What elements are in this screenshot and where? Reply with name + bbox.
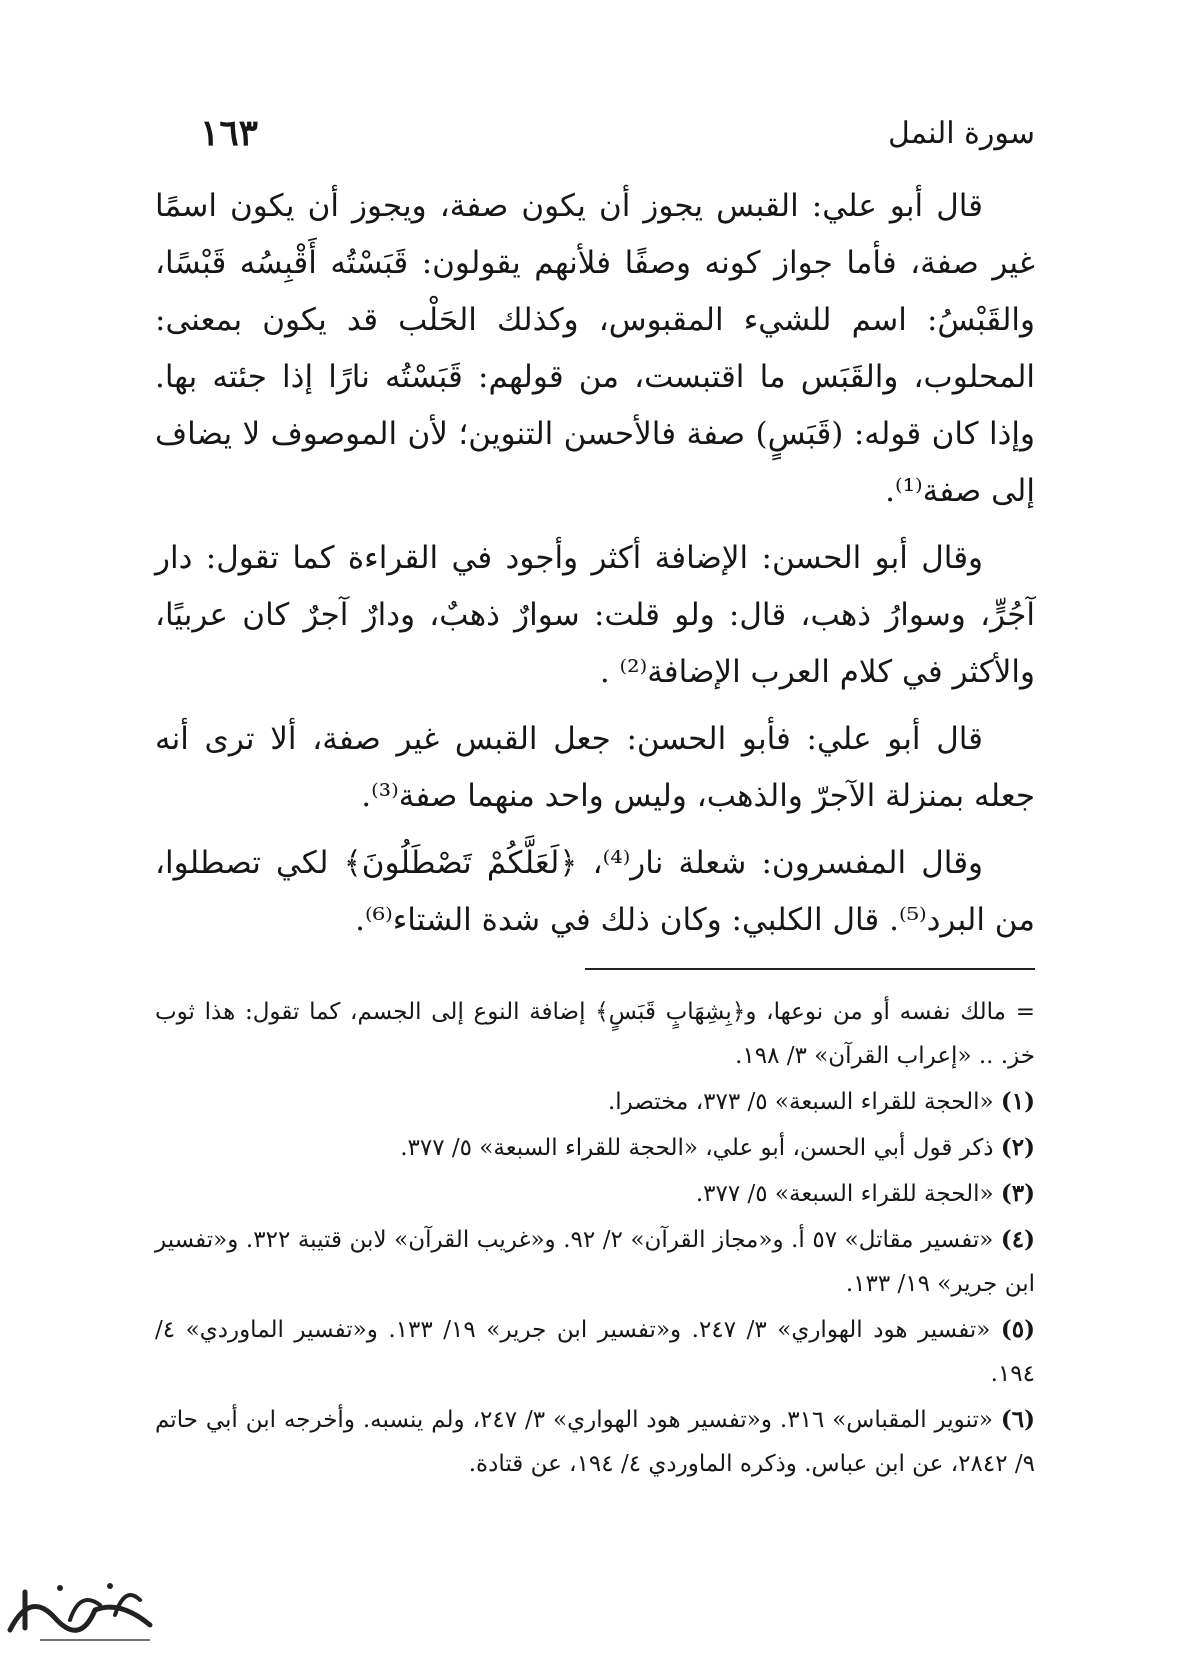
footnote-divider (585, 968, 1035, 970)
watermark-logo (0, 1570, 170, 1650)
footnote-text: «تفسير مقاتل» ٥٧ أ. و«مجاز القرآن» ٢/ ٩٢. و«غريب القرآن» لابن قتيبة ٣٢٢. و«تفسير ابن جرير» ١٩/ ١٣٣. (155, 1227, 1035, 1297)
surah-title: سورة النمل (888, 115, 1035, 151)
body-paragraph: وقال المفسرون: شعلة نار⁽⁴⁾، ﴿لَعَلَّكُمْ تَصْطَلُونَ﴾ لكي تصطلوا، من البرد⁽⁵⁾. قال الكلبي: وكان ذلك في شدة الشتاء⁽⁶⁾. (155, 845, 1035, 938)
footnote-number: (١) (1000, 1088, 1035, 1115)
footnote-number: (٥) (1000, 1316, 1035, 1343)
page-number: ١٦٣ (200, 112, 259, 154)
footnote-item (155, 1398, 1035, 1486)
footnote-text: «تفسير هود الهواري» ٣/ ٢٤٧. و«تفسير ابن جرير» ١٩/ ١٣٣. و«تفسير الماوردي» ٤/ ١٩٤. (155, 1317, 1035, 1387)
footnote-text: «الحجة للقراء السبعة» ٥/ ٣٧٧. (695, 1181, 994, 1207)
footnote-number: (٢) (1000, 1134, 1035, 1161)
footnote-item (155, 1308, 1035, 1396)
footnote-item (155, 1218, 1035, 1306)
calligraphy-logo-icon (0, 1570, 170, 1650)
footnotes (155, 990, 1035, 1488)
footnote-item (155, 1126, 1035, 1170)
footnote-text: «تنوير المقباس» ٣١٦. و«تفسير هود الهواري» ٣/ ٢٤٧، ولم ينسبه. وأخرجه ابن أبي حاتم ٩/ ٢٨٤٢، عن ابن عباس. وذكره الماوردي ٤/ ١٩٤، عن قتادة. (155, 1407, 1035, 1477)
main-text (155, 178, 1035, 959)
footnote-item (155, 1172, 1035, 1216)
body-paragraph: وقال أبو الحسن: الإضافة أكثر وأجود في القراءة كما تقول: دار آجُرٍّ، وسوارُ ذهب، قال: ولو قلت: سوارٌ ذهبٌ، ودارٌ آجرٌ كان عربيًا، والأكثر في كلام العرب الإضافة⁽²⁾ . (155, 540, 1035, 690)
body-paragraph: قال أبو علي: فأبو الحسن: جعل القبس غير صفة، ألا ترى أنه جعله بمنزلة الآجرّ والذهب، وليس واحد منهما صفة⁽³⁾. (155, 721, 1035, 814)
footnote-number: (٣) (1000, 1180, 1035, 1207)
footnote-text: «الحجة للقراء السبعة» ٥/ ٣٧٣، مختصرا. (607, 1089, 994, 1115)
page-header (200, 108, 1035, 158)
footnote-number: (٤) (1000, 1226, 1036, 1253)
body-paragraph: قال أبو علي: القبس يجوز أن يكون صفة، ويجوز أن يكون اسمًا غير صفة، فأما جواز كونه وصفًا فلأنهم يقولون: قَبَسْتُه أَقْبِسُه قَبْسًا، والقَبْسُ: اسم للشيء المقبوس، وكذلك الحَلْب قد يكون بمعنى: المحلوب، والقَبَس ما اقتبست، من قولهم: قَبَسْتُه نارًا إذا جئته بها. وإذا كان قوله: (قَبَسٍ) صفة فالأحسن التنوين؛ لأن الموصوف لا يضاف إلى صفة⁽¹⁾. (155, 188, 1035, 509)
footnote-number: (٦) (1000, 1406, 1036, 1433)
footnote-text: ذكر قول أبي الحسن، أبو علي، «الحجة للقراء السبعة» ٥/ ٣٧٧. (400, 1135, 994, 1161)
footnote-item (155, 1080, 1035, 1124)
footnote-continuation: = مالك نفسه أو من نوعها، و﴿بِشِهَابٍ قَبَسٍ﴾ إضافة النوع إلى الجسم، كما تقول: هذا ثوب خز. .. «إعراب القرآن» ٣/ ١٩٨. (155, 999, 1035, 1069)
